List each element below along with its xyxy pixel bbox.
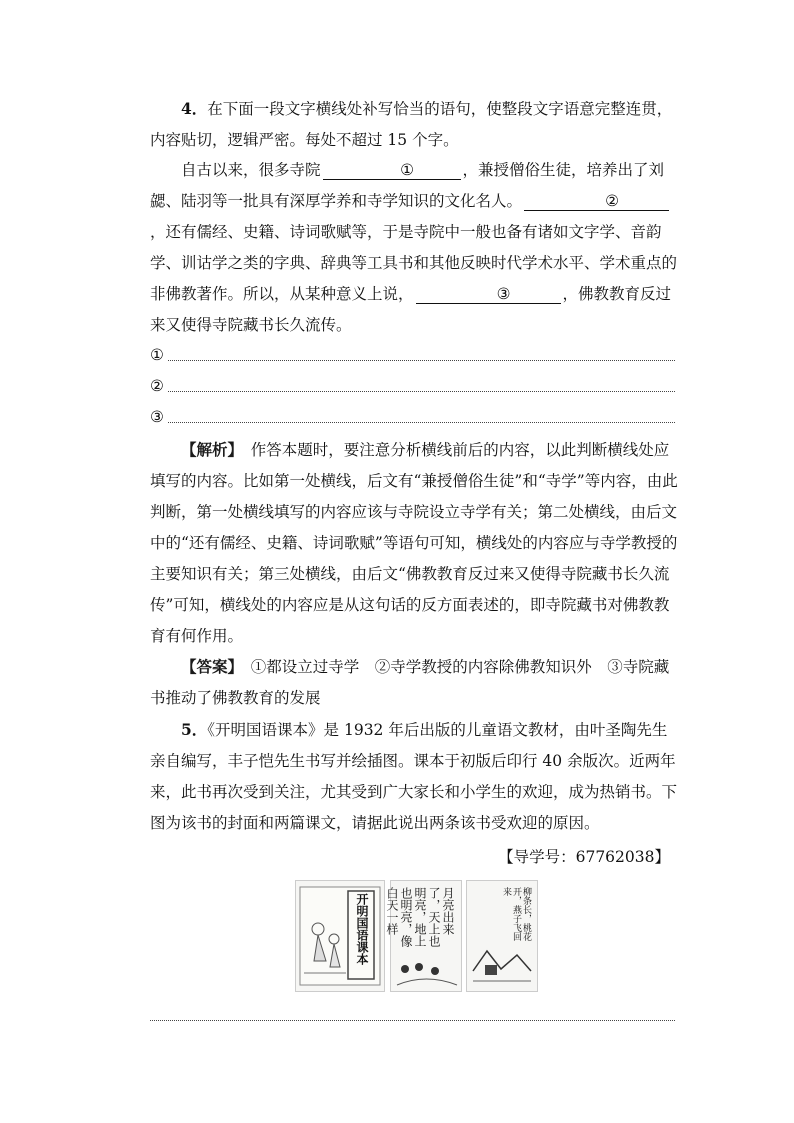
analysis-text: 作答本题时，要注意分析横线前后的内容，以此判断横线处应填写的内容。比如第一处横线，后文有“兼授僧俗生徒”和“寺学”等内容，由此判断，第一处横线填写的内容应该与寺院设立寺学有关；第二处横线，由后文中的“还有儒经、史籍、诗词歌赋”等语句可知，横线处的内容应与寺学教授的主要知识有关；第三处横线，由后文“佛教教育反过来又使得寺院藏书长久流传”可知，横线处的内容应是从这句话的反方面表述的，即寺院藏书对佛教教育有何作用。 (150, 441, 678, 645)
lesson-page-moon (385, 880, 462, 992)
cover-title: 开明国语课本 (355, 893, 369, 965)
answer-text: ①都设立过寺学 ②寺学教授的内容除佛教知识外 ③寺院藏书推动了佛教教育的发展 (150, 658, 670, 707)
analysis-tag: 【解析】 (181, 440, 236, 459)
lesson-page-willow (466, 880, 538, 992)
passage-text-4: ，佛教教育反过来又使得寺院藏书长久流传。 (150, 285, 672, 334)
passage-text-1: 自古以来，很多寺院 (181, 161, 321, 179)
passage-text-3: ，还有儒经、史籍、诗词歌赋等，于是寺院中一般也备有诸如文字学、音韵学、训诂学之类的字典、辞典等工具书和其他反映时代学术水平、学术重点的非佛教著作。所以，从某种意义上说， (150, 223, 678, 303)
q5-prompt-text: 《开明国语课本》是 1932 年后出版的儿童语文教材，由叶圣陶先生亲自编写，丰子恺先生书写并绘插图。课本于初版后印行 40 余版次。近两年来，此书再次受到关注，尤其受到广大家长和小学生的欢迎，成为热销书。下图为该书的封面和两篇课文，请据此说出两条该书受欢迎的原因。 (150, 721, 678, 832)
reference-number: 【导学号：67762038】 (498, 848, 670, 866)
q4-analysis (150, 434, 678, 652)
bottom-dotted-rule (150, 1020, 675, 1021)
willow-scene-illustration (467, 881, 537, 991)
lesson-moon-text: 月亮出来了，天上也明亮，地上也明亮，像白天一样 (385, 887, 455, 947)
q4-answer (150, 651, 678, 714)
answer-tag: 【答案】 (181, 657, 236, 676)
answer-line-2[interactable] (150, 375, 675, 395)
dotted-rule (168, 390, 675, 392)
passage-text-2: ，兼授僧俗生徒，培养出了刘勰、陆羽等一批具有深厚学养和寺学知识的文化名人。 (150, 161, 665, 210)
cover-illustration (296, 881, 384, 991)
q5-prompt (150, 714, 678, 839)
blank-1: ① (323, 161, 461, 180)
answer-line-3[interactable] (150, 406, 675, 426)
q4-prompt-text: 在下面一段文字横线处补写恰当的语句，使整段文字语意完整连贯，内容贴切，逻辑严密。每处不超过 15 个字。 (150, 100, 673, 149)
q4-number: 4． (181, 99, 208, 118)
dotted-rule (168, 359, 675, 361)
q5-number: 5． (181, 720, 208, 739)
blank-3: ③ (416, 285, 561, 304)
answer-line-label: ③ (150, 408, 164, 426)
answer-line-label: ① (150, 346, 164, 364)
dotted-rule (168, 421, 675, 423)
q4-passage (150, 155, 678, 341)
q4-prompt (150, 93, 678, 156)
blank-2: ② (524, 192, 669, 211)
answer-line-label: ② (150, 377, 164, 395)
lesson-willow-text: 柳条长，桃花开，燕子飞回来 (501, 887, 531, 941)
moon-scene-illustration (391, 881, 461, 991)
answer-line-1[interactable] (150, 344, 675, 364)
book-cover-image (295, 880, 385, 992)
